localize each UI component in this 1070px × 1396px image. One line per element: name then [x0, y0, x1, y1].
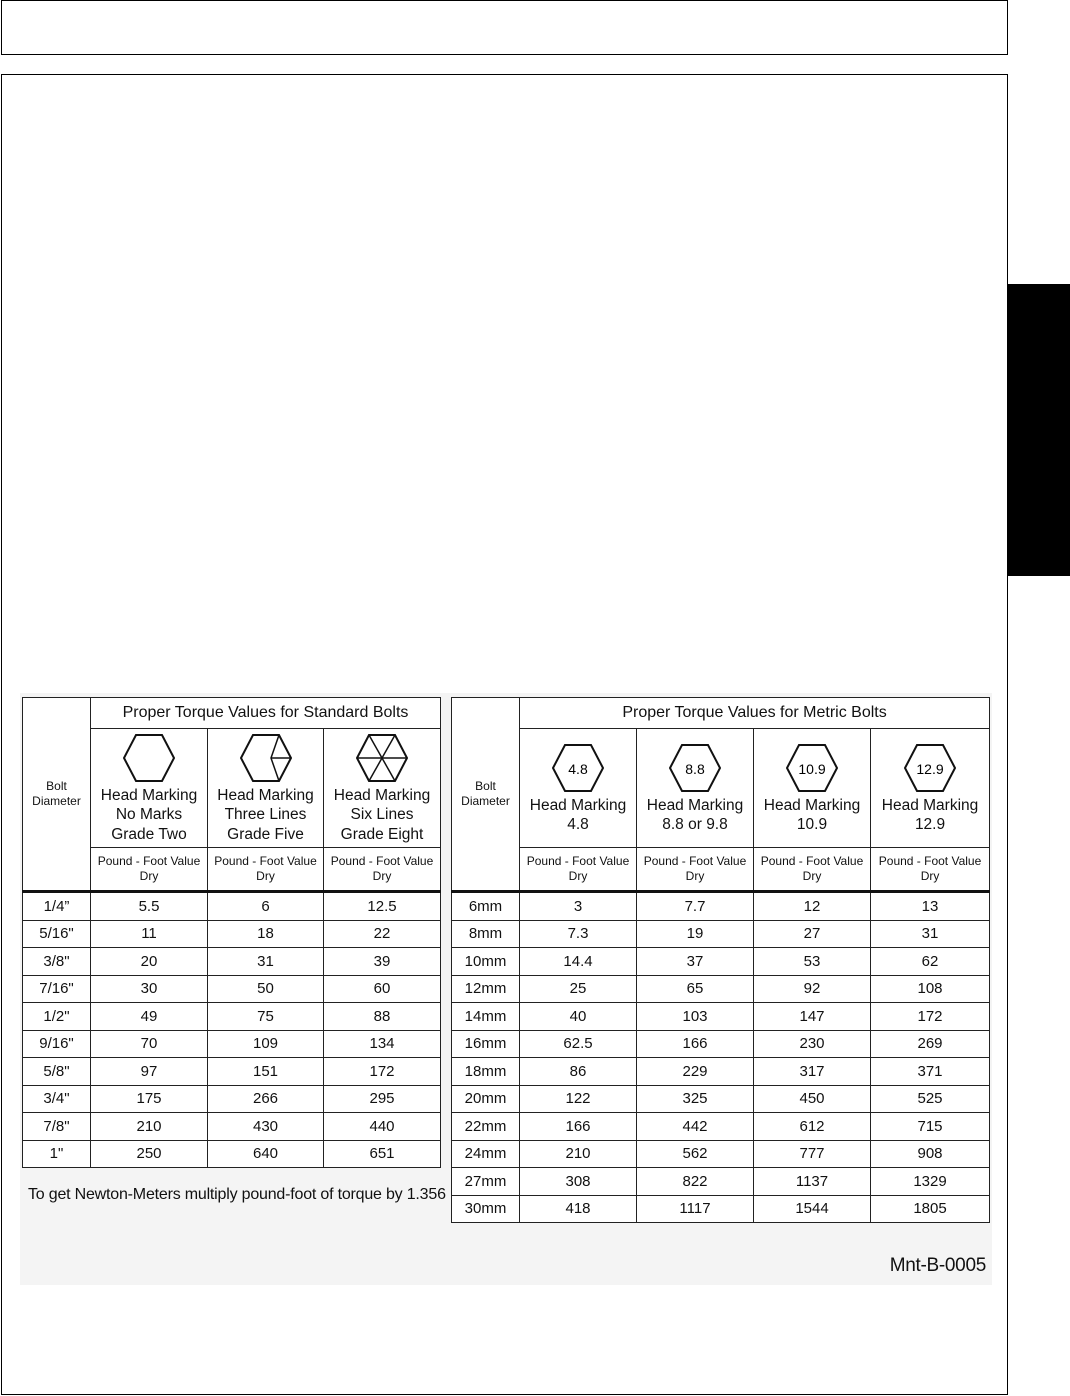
grade-eight-header: Head Marking Six Lines Grade Eight [324, 729, 441, 848]
torque-value-cell: 39 [324, 948, 441, 976]
torque-value-cell: 166 [520, 1113, 637, 1141]
bolt-size-cell: 30mm [452, 1195, 520, 1223]
bolt-diameter-header: Bolt Diameter [23, 698, 91, 892]
torque-value-cell: 266 [208, 1085, 324, 1113]
torque-value-cell: 88 [324, 1003, 441, 1031]
torque-value-cell: 777 [754, 1140, 871, 1168]
conversion-note: To get Newton-Meters multiply pound-foot of torque by 1.356 [28, 1186, 446, 1203]
torque-value-cell: 37 [637, 948, 754, 976]
torque-value-cell: 166 [637, 1030, 754, 1058]
grade-10-9-header: 10.9 Head Marking 10.9 [754, 729, 871, 848]
grade-12-9-header: 12.9 Head Marking 12.9 [871, 729, 990, 848]
bolt-size-cell: 5/8" [23, 1058, 91, 1086]
torque-value-cell: 440 [324, 1113, 441, 1141]
torque-value-cell: 62 [871, 948, 990, 976]
torque-value-cell: 11 [91, 920, 208, 948]
bolt-size-cell: 1/4” [23, 892, 91, 921]
torque-value-cell: 295 [324, 1085, 441, 1113]
torque-value-cell: 151 [208, 1058, 324, 1086]
torque-value-cell: 442 [637, 1113, 754, 1141]
bolt-size-cell: 18mm [452, 1058, 520, 1086]
torque-value-cell: 269 [871, 1030, 990, 1058]
torque-value-cell: 562 [637, 1140, 754, 1168]
torque-value-cell: 229 [637, 1058, 754, 1086]
torque-value-cell: 317 [754, 1058, 871, 1086]
torque-value-cell: 5.5 [91, 892, 208, 921]
bolt-size-cell: 3/4" [23, 1085, 91, 1113]
table-row [23, 1085, 441, 1113]
table-row [452, 1140, 990, 1168]
standard-bolts-table [22, 697, 441, 1168]
table-row [452, 892, 990, 921]
section-side-tab [1008, 284, 1070, 576]
torque-value-cell: 7.7 [637, 892, 754, 921]
metric-rows [452, 892, 990, 1223]
torque-value-cell: 53 [754, 948, 871, 976]
bolt-diameter-header: Bolt Diameter [452, 698, 520, 892]
unit-label: Pound - Foot Value Dry [91, 848, 208, 892]
unit-label: Pound - Foot Value Dry [754, 848, 871, 892]
bolt-size-cell: 9/16" [23, 1030, 91, 1058]
unit-label: Pound - Foot Value Dry [871, 848, 990, 892]
hex-head-no-marks-icon [123, 732, 175, 784]
hex-head-10-9-icon [786, 742, 838, 794]
torque-value-cell: 20 [91, 948, 208, 976]
torque-value-cell: 3 [520, 892, 637, 921]
torque-value-cell: 31 [208, 948, 324, 976]
torque-value-cell: 325 [637, 1085, 754, 1113]
torque-value-cell: 25 [520, 975, 637, 1003]
table-row [23, 892, 441, 921]
bolt-size-cell: 6mm [452, 892, 520, 921]
table-row [452, 1003, 990, 1031]
svg-text:4.8: 4.8 [568, 760, 588, 777]
torque-value-cell: 1544 [754, 1195, 871, 1223]
torque-value-cell: 50 [208, 975, 324, 1003]
torque-value-cell: 7.3 [520, 920, 637, 948]
unit-label: Pound - Foot Value Dry [520, 848, 637, 892]
hex-head-12-9-icon [904, 742, 956, 794]
hex-head-six-lines-icon [356, 732, 408, 784]
page-header-box [1, 0, 1008, 55]
svg-text:12.9: 12.9 [916, 760, 944, 777]
bolt-size-cell: 1" [23, 1140, 91, 1168]
torque-value-cell: 31 [871, 920, 990, 948]
torque-value-cell: 62.5 [520, 1030, 637, 1058]
bolt-size-cell: 7/8" [23, 1113, 91, 1141]
torque-value-cell: 418 [520, 1195, 637, 1223]
table-row [452, 1030, 990, 1058]
torque-value-cell: 172 [324, 1058, 441, 1086]
torque-value-cell: 1329 [871, 1168, 990, 1196]
table-row [23, 1113, 441, 1141]
standard-rows [23, 892, 441, 1168]
torque-values-figure [20, 693, 992, 1285]
torque-value-cell: 175 [91, 1085, 208, 1113]
torque-value-cell: 22 [324, 920, 441, 948]
bolt-size-cell: 10mm [452, 948, 520, 976]
torque-value-cell: 70 [91, 1030, 208, 1058]
torque-value-cell: 12 [754, 892, 871, 921]
torque-value-cell: 371 [871, 1058, 990, 1086]
torque-value-cell: 430 [208, 1113, 324, 1141]
torque-value-cell: 640 [208, 1140, 324, 1168]
metric-bolts-table [451, 697, 990, 1223]
table-row [23, 1003, 441, 1031]
torque-value-cell: 122 [520, 1085, 637, 1113]
table-row [452, 920, 990, 948]
table-row [23, 975, 441, 1003]
bolt-size-cell: 1/2" [23, 1003, 91, 1031]
table-row [23, 1058, 441, 1086]
torque-value-cell: 30 [91, 975, 208, 1003]
hex-head-4-8-icon [552, 742, 604, 794]
torque-value-cell: 60 [324, 975, 441, 1003]
table-row [452, 1058, 990, 1086]
torque-value-cell: 822 [637, 1168, 754, 1196]
torque-value-cell: 13 [871, 892, 990, 921]
bolt-size-cell: 16mm [452, 1030, 520, 1058]
torque-value-cell: 450 [754, 1085, 871, 1113]
torque-value-cell: 97 [91, 1058, 208, 1086]
bolt-size-cell: 5/16" [23, 920, 91, 948]
torque-value-cell: 172 [871, 1003, 990, 1031]
bolt-size-cell: 8mm [452, 920, 520, 948]
bolt-size-cell: 24mm [452, 1140, 520, 1168]
bolt-size-cell: 20mm [452, 1085, 520, 1113]
torque-value-cell: 147 [754, 1003, 871, 1031]
svg-text:8.8: 8.8 [685, 760, 705, 777]
torque-value-cell: 6 [208, 892, 324, 921]
torque-value-cell: 109 [208, 1030, 324, 1058]
torque-value-cell: 908 [871, 1140, 990, 1168]
torque-value-cell: 27 [754, 920, 871, 948]
table-row [23, 920, 441, 948]
torque-value-cell: 612 [754, 1113, 871, 1141]
table-row [23, 948, 441, 976]
torque-value-cell: 108 [871, 975, 990, 1003]
torque-value-cell: 134 [324, 1030, 441, 1058]
torque-value-cell: 92 [754, 975, 871, 1003]
bolt-size-cell: 12mm [452, 975, 520, 1003]
bolt-size-cell: 7/16" [23, 975, 91, 1003]
torque-value-cell: 308 [520, 1168, 637, 1196]
torque-value-cell: 210 [520, 1140, 637, 1168]
hex-head-8-8-icon [669, 742, 721, 794]
metric-table-title: Proper Torque Values for Metric Bolts [520, 698, 990, 729]
table-row [452, 1113, 990, 1141]
torque-value-cell: 651 [324, 1140, 441, 1168]
torque-value-cell: 75 [208, 1003, 324, 1031]
torque-value-cell: 103 [637, 1003, 754, 1031]
table-row [23, 1140, 441, 1168]
unit-label: Pound - Foot Value Dry [637, 848, 754, 892]
torque-value-cell: 525 [871, 1085, 990, 1113]
figure-code: Mnt-B-0005 [889, 1255, 986, 1276]
torque-value-cell: 49 [91, 1003, 208, 1031]
table-row [452, 1168, 990, 1196]
torque-value-cell: 40 [520, 1003, 637, 1031]
svg-text:10.9: 10.9 [798, 760, 826, 777]
standard-table-title: Proper Torque Values for Standard Bolts [91, 698, 441, 729]
torque-value-cell: 1805 [871, 1195, 990, 1223]
table-row [452, 975, 990, 1003]
torque-value-cell: 12.5 [324, 892, 441, 921]
torque-value-cell: 715 [871, 1113, 990, 1141]
unit-label: Pound - Foot Value Dry [324, 848, 441, 892]
table-row [452, 948, 990, 976]
bolt-size-cell: 22mm [452, 1113, 520, 1141]
torque-value-cell: 1137 [754, 1168, 871, 1196]
torque-value-cell: 230 [754, 1030, 871, 1058]
torque-value-cell: 1117 [637, 1195, 754, 1223]
bolt-size-cell: 14mm [452, 1003, 520, 1031]
torque-value-cell: 86 [520, 1058, 637, 1086]
torque-value-cell: 250 [91, 1140, 208, 1168]
torque-value-cell: 18 [208, 920, 324, 948]
torque-value-cell: 19 [637, 920, 754, 948]
bolt-size-cell: 27mm [452, 1168, 520, 1196]
grade-8-8-header: 8.8 Head Marking 8.8 or 9.8 [637, 729, 754, 848]
grade-two-header: Head Marking No Marks Grade Two [91, 729, 208, 848]
table-row [23, 1030, 441, 1058]
hex-head-three-lines-icon [240, 732, 292, 784]
unit-label: Pound - Foot Value Dry [208, 848, 324, 892]
grade-five-header: Head Marking Three Lines Grade Five [208, 729, 324, 848]
bolt-size-cell: 3/8" [23, 948, 91, 976]
grade-4-8-header: 4.8 Head Marking 4.8 [520, 729, 637, 848]
torque-value-cell: 14.4 [520, 948, 637, 976]
table-row [452, 1085, 990, 1113]
table-row [452, 1195, 990, 1223]
torque-value-cell: 210 [91, 1113, 208, 1141]
torque-value-cell: 65 [637, 975, 754, 1003]
